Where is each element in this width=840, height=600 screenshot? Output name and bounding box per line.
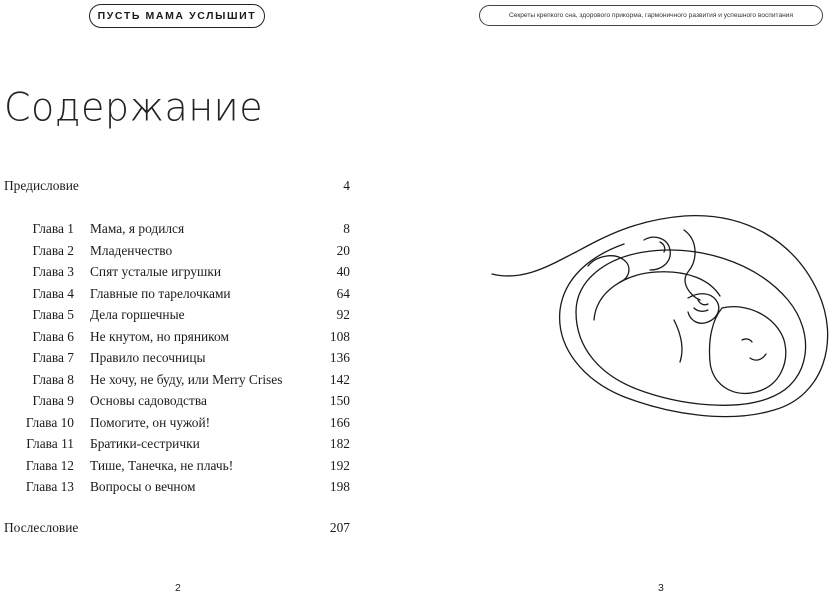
toc-chapter-row[interactable] (0, 369, 350, 390)
toc-chapter-row[interactable] (0, 261, 350, 282)
toc-page-number: 142 (329, 371, 350, 387)
chapter-number: Глава 12 (25, 457, 74, 473)
toc-page-number: 92 (336, 307, 350, 322)
toc-page-number: 166 (329, 414, 350, 430)
toc-chapter-row[interactable] (0, 347, 350, 368)
baby-in-womb-line-art-icon (484, 200, 840, 430)
toc-page-number: 64 (336, 285, 350, 301)
toc-preface-row[interactable] (0, 175, 350, 196)
chapter-title: Мама, я родился (90, 221, 185, 236)
toc-page-number: 8 (343, 221, 350, 236)
toc-page-number: 108 (329, 328, 350, 344)
chapter-title: Младенчество (90, 242, 173, 258)
toc-entry-label: Предисловие (4, 178, 79, 193)
chapter-number: Глава 7 (32, 350, 74, 365)
toc-chapter-row[interactable] (0, 455, 350, 476)
toc-chapter-row[interactable] (0, 390, 350, 411)
chapter-title: Основы садоводства (90, 393, 207, 408)
contents-heading: Содержание (4, 84, 264, 130)
toc-page-number: 136 (329, 350, 350, 365)
chapter-number: Глава 1 (32, 221, 74, 236)
toc-chapter-row[interactable] (0, 218, 350, 239)
chapter-title: Братики-сестрички (90, 436, 200, 451)
page-number: 3 (658, 582, 664, 594)
chapter-title: Вопросы о вечном (90, 479, 196, 494)
toc-afterword-row[interactable] (0, 517, 350, 538)
chapter-number: Глава 2 (32, 242, 74, 258)
chapter-title: Спят усталые игрушки (90, 264, 221, 279)
toc-chapter-row[interactable] (0, 476, 350, 497)
chapter-number: Глава 4 (32, 285, 74, 301)
toc-chapter-row[interactable] (0, 240, 350, 261)
toc-chapter-row[interactable] (0, 326, 350, 347)
toc-page-number: 40 (336, 264, 350, 279)
right-page (420, 0, 840, 600)
book-subtitle-pill: Секреты крепкого сна, здорового прикорма, гармоничного развития и успешного воспитания (479, 5, 823, 26)
page-number: 2 (175, 582, 181, 594)
toc-entry-label: Послесловие (4, 520, 79, 535)
chapter-number: Глава 9 (32, 393, 74, 408)
toc-page-number: 4 (343, 178, 350, 193)
toc-page-number: 192 (329, 457, 350, 473)
chapter-number: Глава 5 (32, 307, 74, 322)
toc-chapter-row[interactable] (0, 283, 350, 304)
chapter-title: Не хочу, не буду, или Merry Crises (90, 371, 283, 387)
toc-chapter-row[interactable] (0, 433, 350, 454)
chapter-title: Помогите, он чужой! (90, 414, 211, 430)
toc-page-number: 207 (329, 520, 350, 535)
chapter-title: Тише, Танечка, не плачь! (90, 457, 234, 473)
chapter-number: Глава 6 (32, 328, 74, 344)
book-title-pill: ПУСТЬ МАМА УСЛЫШИТ (89, 4, 265, 28)
toc-page-number: 182 (329, 436, 350, 451)
chapter-title: Не кнутом, но пряником (90, 328, 229, 344)
toc-chapter-row[interactable] (0, 412, 350, 433)
chapter-number: Глава 10 (25, 414, 74, 430)
toc-page-number: 150 (329, 393, 350, 408)
chapter-title: Главные по тарелочками (90, 285, 231, 301)
chapter-title: Дела горшечные (90, 307, 185, 322)
toc-chapter-row[interactable] (0, 304, 350, 325)
toc-page-number: 198 (329, 479, 350, 494)
chapter-number: Глава 3 (32, 264, 74, 279)
chapter-number: Глава 8 (32, 371, 74, 387)
chapter-number: Глава 13 (25, 479, 74, 494)
chapter-number: Глава 11 (26, 436, 74, 451)
toc-page-number: 20 (336, 242, 350, 258)
chapter-title: Правило песочницы (90, 350, 206, 365)
